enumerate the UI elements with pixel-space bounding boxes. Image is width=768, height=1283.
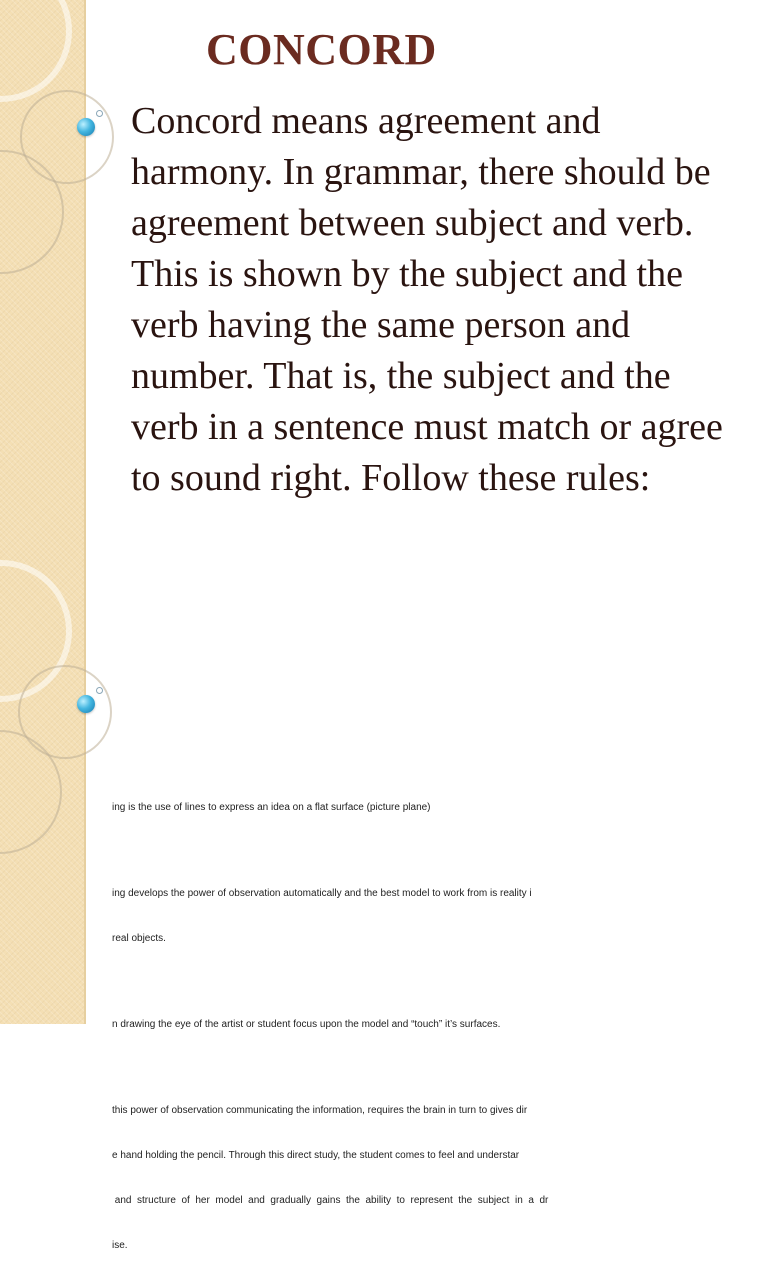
bullet-icon [77, 695, 95, 713]
bullet-highlight-icon [96, 687, 103, 694]
embedded-line: ise. [112, 1240, 128, 1251]
embedded-paragraph [112, 987, 639, 1062]
bullet-icon [77, 118, 95, 136]
embedded-line: ing develops the power of observation automatically and the best model to work from is reality i [112, 888, 532, 899]
embedded-line: n drawing the eye of the artist or student focus upon the model and “touch” it’s surfaces. [112, 1019, 501, 1030]
embedded-line: ing is the use of lines to express an idea on a flat surface (picture plane) [112, 802, 431, 813]
embedded-line: real objects. [112, 933, 166, 944]
embedded-paragraph [112, 856, 639, 976]
embedded-document-snippet [112, 770, 639, 1251]
embedded-line: e hand holding the pencil. Through this direct study, the student comes to feel and understar [112, 1150, 520, 1161]
slide-body-text: Concord means agreement and harmony. In grammar, there should be agreement between subject and verb. This is shown by the subject and the verb having the same person and number. That is, the subject and the verb in a sentence must match or agree to sound right. Follow these rules: [131, 100, 723, 499]
bullet-highlight-icon [96, 110, 103, 117]
decorative-ring [0, 0, 72, 102]
embedded-paragraph [112, 770, 639, 845]
embedded-line: this power of observation communicating the information, requires the brain in turn to gives dir [112, 1105, 528, 1116]
slide-title: CONCORD [206, 25, 437, 74]
decorative-side-band [0, 0, 86, 1024]
embedded-line: and structure of her model and gradually gains the ability to represent the subject in a dr [112, 1195, 549, 1206]
embedded-paragraph [112, 1073, 639, 1283]
